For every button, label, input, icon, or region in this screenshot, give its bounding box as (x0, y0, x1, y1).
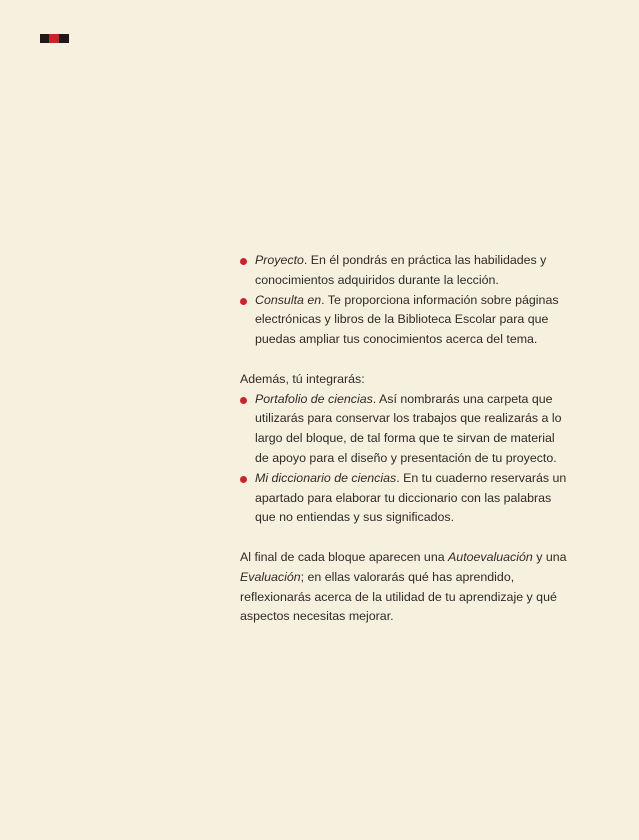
list-item-portafolio (240, 390, 570, 469)
tools-list (240, 390, 570, 529)
description-diccionario: . En tu cuaderno reservarás un apartado para elaborar tu diccionario con las palabras que no entiendas y sus significados. (255, 470, 567, 525)
closing-paragraph (240, 548, 570, 627)
corner-mark-red (49, 34, 59, 43)
corner-mark-dark-left (40, 34, 49, 43)
description-portafolio: . Así nombrarás una carpeta que utilizarás para conservar los trabajos que realizarás a lo largo del bloque, de tal forma que te sirvan de material de apoyo para el diseño y presentación de tu proyecto. (255, 391, 562, 465)
paragraph-gap (240, 528, 570, 548)
list-item-consulta (240, 291, 570, 350)
term-proyecto: Proyecto (255, 253, 304, 267)
term-consulta-en: Consulta en (255, 292, 322, 307)
closing-text-1: Al final de cada bloque aparecen una (240, 549, 449, 564)
term-portafolio: Portafolio de ciencias (255, 391, 373, 406)
closing-text-3: ; en ellas valorarás qué has aprendido, reflexionarás acerca de la utilidad de tu aprendizaje y qué aspectos necesitas mejorar. (240, 569, 557, 624)
description-proyecto: . En él pondrás en práctica las habilidades y conocimientos adquiridos durante la lección. (255, 253, 547, 287)
term-autoevaluacion: Autoevaluación (448, 549, 533, 564)
sections-list (240, 251, 570, 350)
intro-text: Además, tú integrarás: (240, 371, 365, 386)
closing-text-2: y una (532, 549, 567, 564)
page-content (240, 251, 570, 627)
corner-mark (40, 34, 69, 43)
list-item-diccionario (240, 469, 570, 528)
term-diccionario: Mi diccionario de ciencias (255, 470, 397, 485)
description-consulta: . Te proporciona información sobre páginas electrónicas y libros de la Biblioteca Escolar para que puedas ampliar tus conocimientos acerca del tema. (255, 292, 559, 347)
corner-mark-dark-right (59, 34, 69, 43)
term-evaluacion: Evaluación (240, 569, 301, 584)
list-item-proyecto (240, 251, 570, 291)
paragraph-gap (240, 350, 570, 370)
